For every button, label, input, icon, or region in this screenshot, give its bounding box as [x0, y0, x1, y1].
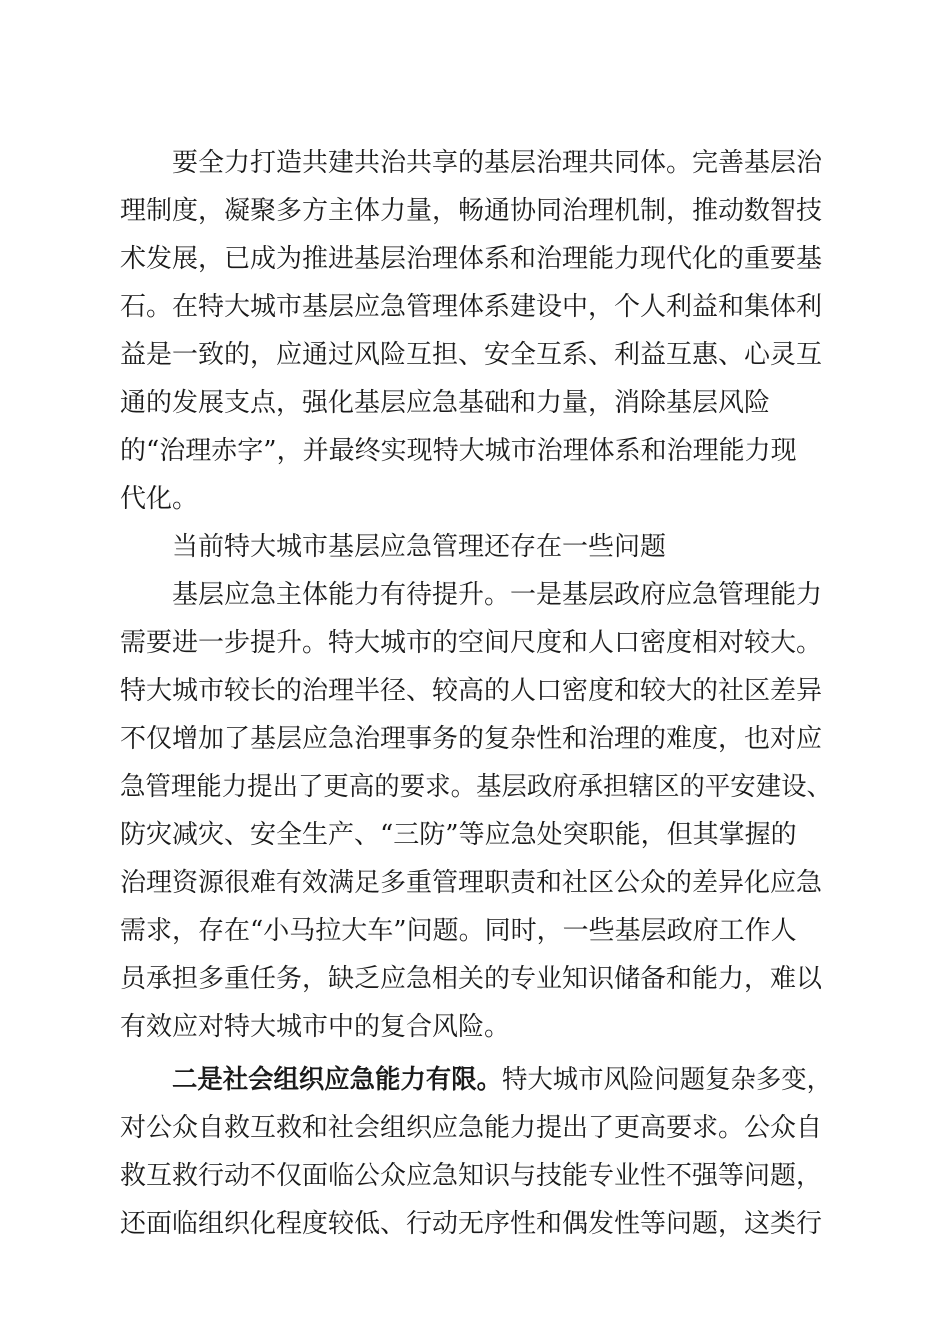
paragraph-2-line [0, 575, 950, 615]
paragraph-2-line [0, 767, 950, 807]
text-line: 基层应急主体能力有待提升。一是基层政府应急管理能力 [172, 580, 823, 610]
paragraph-1-line [0, 383, 950, 423]
paragraph-3-line [0, 1060, 950, 1100]
paragraph-3-line [0, 1156, 950, 1196]
paragraph-2-line [0, 815, 950, 855]
text-line: 要全力打造共建共治共享的基层治理共同体。完善基层治 [172, 148, 823, 178]
text-line: 通的发展支点，强化基层应急基础和力量，消除基层风险 [120, 388, 771, 418]
paragraph-1-line [0, 287, 950, 327]
text-line: 员承担多重任务，缺乏应急相关的专业知识储备和能力，难以 [120, 964, 823, 994]
paragraph-3-line [0, 1204, 950, 1244]
paragraph-2-line [0, 671, 950, 711]
paragraph-3-first-line-rest: 特大城市风险问题复杂多变， [502, 1065, 833, 1095]
text-line: 对公众自救互救和社会组织应急能力提出了更高要求。公众自 [120, 1113, 823, 1143]
text-line: 理制度，凝聚多方主体力量，畅通协同治理机制，推动数智技 [120, 196, 823, 226]
text-line: 术发展，已成为推进基层治理体系和治理能力现代化的重要基 [120, 244, 823, 274]
paragraph-3-line [0, 1108, 950, 1148]
text-line: 治理资源很难有效满足多重管理职责和社区公众的差异化应急 [120, 868, 823, 898]
section-heading [0, 527, 950, 567]
text-line: 有效应对特大城市中的复合风险。 [120, 1012, 511, 1042]
text-line: 不仅增加了基层应急治理事务的复杂性和治理的难度，也对应 [120, 724, 823, 754]
text-line: 益是一致的，应通过风险互担、安全互系、利益互惠、心灵互 [120, 340, 823, 370]
text-line: 防灾减灾、安全生产、“三防”等应急处突职能，但其掌握的 [120, 820, 797, 850]
paragraph-3-first-line [172, 1060, 832, 1100]
paragraph-1-line [0, 191, 950, 231]
paragraph-2-line [0, 911, 950, 951]
paragraph-2-line [0, 719, 950, 759]
text-line: 急管理能力提出了更高的要求。基层政府承担辖区的平安建设、 [120, 772, 832, 802]
paragraph-1-line [0, 431, 950, 471]
text-line: 需要进一步提升。特大城市的空间尺度和人口密度相对较大。 [120, 628, 823, 658]
text-line: 救互救行动不仅面临公众应急知识与技能专业性不强等问题， [120, 1161, 823, 1191]
text-line: 石。在特大城市基层应急管理体系建设中，个人利益和集体利 [120, 292, 823, 322]
paragraph-2-line [0, 863, 950, 903]
paragraph-2-line [0, 959, 950, 999]
paragraph-1-line [0, 335, 950, 375]
text-line: 需求，存在“小马拉大车”问题。同时，一些基层政府工作人 [120, 916, 797, 946]
paragraph-1-line [0, 143, 950, 183]
heading-text: 当前特大城市基层应急管理还存在一些问题 [172, 532, 667, 562]
paragraph-1-line [0, 239, 950, 279]
text-line: 代化。 [120, 484, 199, 514]
text-line: 的“治理赤字”，并最终实现特大城市治理体系和治理能力现 [120, 436, 797, 466]
paragraph-2-line [0, 1007, 950, 1047]
text-line: 特大城市较长的治理半径、较高的人口密度和较大的社区差异 [120, 676, 823, 706]
paragraph-1-line [0, 479, 950, 519]
paragraph-2-line [0, 623, 950, 663]
paragraph-3-lead: 二是社会组织应急能力有限。 [172, 1065, 503, 1095]
text-line: 还面临组织化程度较低、行动无序性和偶发性等问题，这类行 [120, 1209, 823, 1239]
